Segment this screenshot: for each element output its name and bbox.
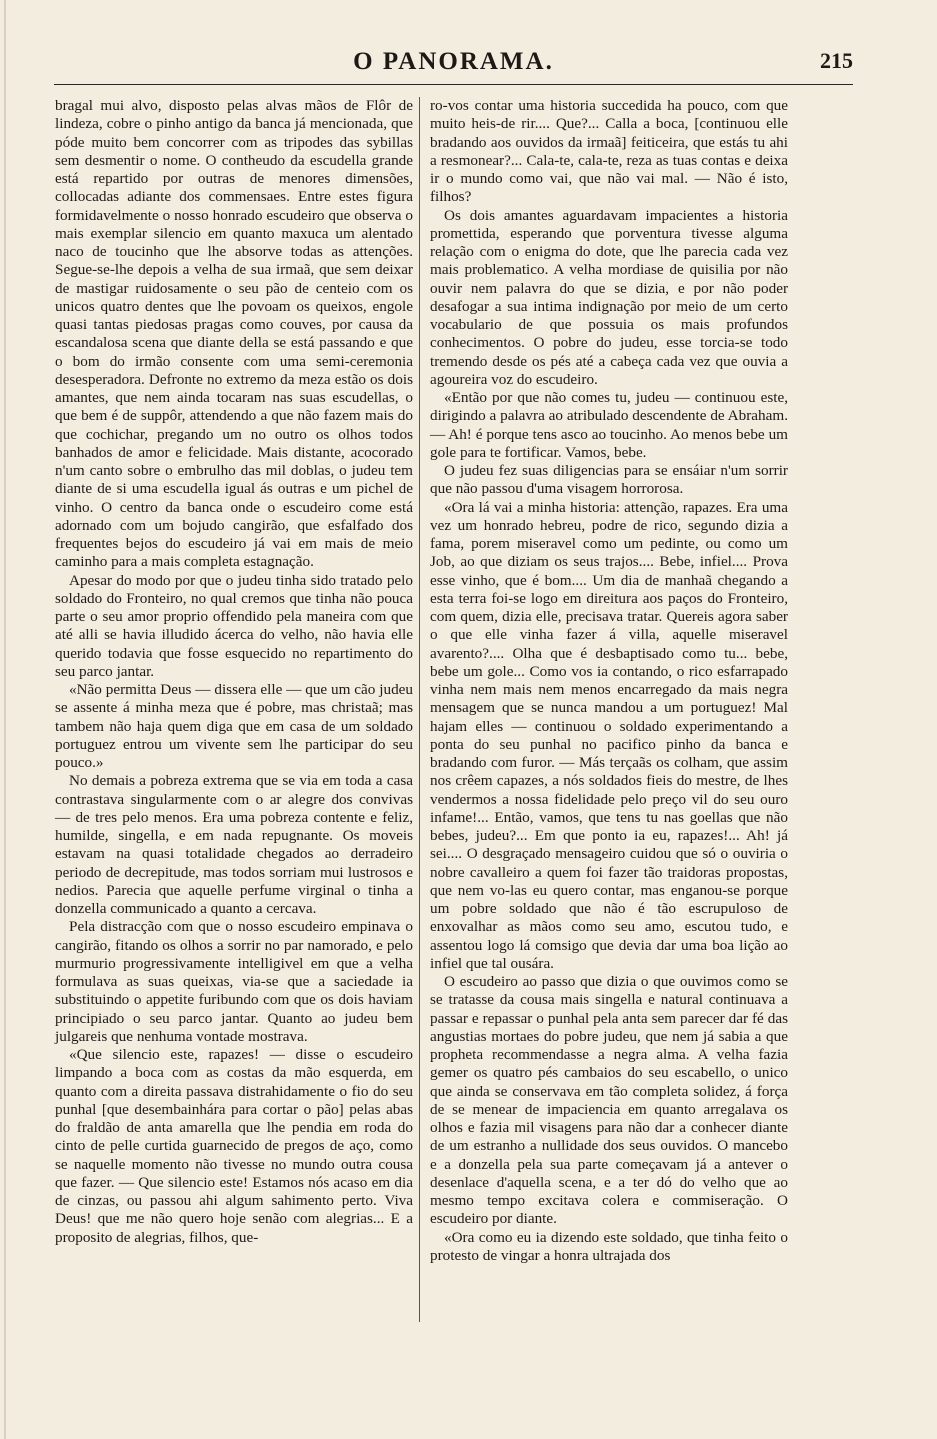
paragraph: «Ora lá vai a minha historia: attenção, rapazes. Era uma vez um honrado hebreu, podre de rico, segundo dizia a fama, porem miseravel como um pedinte, ou como um Job, ao que diziam os seus trajos.... Bebe, infiel.... Prova esse vinho, que é bom.... Um dia de manhaã chegando a esta terra foi-se logo em direitura aos paços do Fronteiro, com quem, dizia elle, precisava tratar. Quereis agora saber o que elle vinha fazer á villa, aquelle miseravel avarento?.... Olha que é desbaptisado como tu... bebe, bebe um gole... Como vos ia contando, o rico esfarrapado vinha nem mais nem menos encarregado da mais negra mensagem que se nunca mandou a um portuguez! Mal hajam elles — continuou o soldado experimentando a ponta do seu punhal no pacifico pinho da banca e bradando com furor. — Más terçaãs os colham, que assim nos crêem capazes, a nós soldados fieis do mestre, de lhes vendermos a nossa fidelidade pelo preço vil do seu ouro infame!... Então, vamos, que tens tu nas goellas que não bebes, judeu?... Em que ponto ia eu, rapazes!... Ah! já sei.... O desgraçado mensageiro cuidou que só o ouviria o nobre cavalleiro a quem foi fazer tão traidoras propostas, que nem vo-las eu quero contar, mas enganou-se porque um pobre soldado que não é tão escrupuloso de enxovalhar as mãos como seu amo, escutou tudo, e assentou logo lá comsigo que devia dar uma boa lição ao infiel que tal ousára. [430,498,788,972]
paragraph: bragal mui alvo, disposto pelas alvas mãos de Flôr de lindeza, cobre o pinho antigo da banca já mencionada, que póde muito bem concorrer com as tripodes das sybillas sem desmentir o nome. O contheudo da escudella grande está repartido por outras de menores dimensões, collocadas adiante dos commensaes. Entre estes figura formidavelmente o nosso honrado escudeiro que observa o mais exemplar silencio em quanto maxuca um alentado naco de toucinho que lhe absorve todas as attenções. Segue-se-lhe depois a velha de sua irmaã, que sem deixar de mastigar ruidosamente o seu pão de centeio com os unicos quatro dentes que lhe povoam os queixos, engole quasi tantas piedosas pragas como couves, por causa da escandalosa scena que diante della se está passando e que o bom do irmão consente com uma semi-ceremonia desesperadora. Defronte no extremo da meza estão os dois amantes, que nem ainda tocaram nas suas escudellas, o que bem é de suppôr, attendendo a que não fazem mais do que cochichar, pregando um no outro os olhos todos banhados de amor e felicidade. Mais distante, acocorado n'um canto sobre o embrulho das mil doblas, o judeu tem diante de si uma escudella igual ás outras e um pichel de vinho. O centro da banca onde o escudeiro come está adornado com um bojudo cangirão, que esfalfado dos frequentes bejos do escudeiro já vai em mais de meio caminho para a mais completa estagnação. [55,97,413,571]
column-divider [419,97,420,1322]
paragraph: Pela distracção com que o nosso escudeiro empinava o cangirão, fitando os olhos a sorrir no par namorado, e pelo murmurio progressivamente intelligivel em que a velha formulava as suas queixas, via-se que a saciedade ia substituindo o appetite furibundo com que os dois haviam principiado o seu parco jantar. Quanto ao judeu bem julgareis que nenhuma vontade mostrava. [55,918,413,1045]
paragraph: ro-vos contar uma historia succedida ha pouco, com que muito heis-de rir.... Que?... Calla a boca, [continuou elle bradando aos ouvidos da irmaã] feiticeira, que estás tu ahi a resmonear?... Cala-te, cala-te, reza as tuas contas e deixa ir o mundo como vai, que não vai mal. — Não é isto, filhos? [430,97,788,206]
paragraph: O judeu fez suas diligencias para se ensáiar n'um sorrir que não passou d'uma visagem horrorosa. [430,462,788,498]
journal-title: O PANORAMA. [353,48,554,75]
header-rule [54,84,853,85]
paragraph: «Não permitta Deus — dissera elle — que um cão judeu se assente á minha meza que é pobre, mas christaã; mas tambem não haja quem diga que em casa de um soldado portuguez entrou um vivente sem lhe participar do seu pouco.» [55,681,413,771]
paragraph: Os dois amantes aguardavam impacientes a historia promettida, esperando que porventura tivesse alguma relação com o enigma do dote, que lhe parecia cada vez mais problematico. A velha mordiase de quisilia por não ouvir nem palavra do que se dizia, e por não poder desafogar a sua intima indignação por meio de um certo vocabulario de que possuia os mais profundos conhecimentos. O pobre do judeu, esse torcia-se todo tremendo desde os pés até a cabeça cada vez que ouvia a agoureira voz do escudeiro. [430,206,788,388]
paragraph: No demais a pobreza extrema que se via em toda a casa contrastava singularmente com o ar alegre dos convivas — de tres pelo menos. Era uma pobreza contente e feliz, humilde, singella, e em nada repugnante. Os moveis estavam na quasi totalidade chegados ao derradeiro periodo de decrepitude, mas todos sorriam mui lustrosos e nedios. Parecia que aquelle perfume virginal o tinha a donzella communicado a quanto a cercava. [55,772,413,917]
right-column [430,97,788,1265]
paragraph: «Que silencio este, rapazes! — disse o escudeiro limpando a boca com as costas da mão esquerda, em quanto com a direita passava distrahidamente o fio do seu punhal [que desembainhára para cortar o pão] pelas abas do fraldão de anta amarella que lhe pendia em roda do cinto de pelle curtida guarnecido de pregos de aço, como se naquelle momento não tivesse no mundo outra cousa que fazer. — Que silencio este! Estamos nós acaso em dia de cinzas, ou passou ahi algum sahimento perto. Viva Deus! que me não quero hoje senão com alegrias... E a proposito de alegrias, filhos, que- [55,1046,413,1246]
paragraph: «Então por que não comes tu, judeu — continuou este, dirigindo a palavra ao atribulado descendente de Abraham. — Ah! é porque tens asco ao toucinho. Ao menos bebe um gole para te fortificar. Vamos, bebe. [430,389,788,461]
page-number: 215 [820,48,853,73]
left-column [55,97,413,1247]
paragraph: Apesar do modo por que o judeu tinha sido tratado pelo soldado do Fronteiro, no qual cremos que tinha não pouca parte o seu amor proprio offendido pela maneira com que até alli se havia illudido ácerca do velho, não havia elle querido todavia que fosse esquecido no repartimento do seu parco jantar. [55,571,413,680]
paragraph: «Ora como eu ia dizendo este soldado, que tinha feito o protesto de vingar a honra ultrajada dos [430,1228,788,1264]
paragraph: O escudeiro ao passo que dizia o que ouvimos como se se tratasse da cousa mais singella e natural continuava a passar e repassar o punhal pela anta sem parecer dar fé das angustias mortaes do pobre judeu, que nem já sabia a que propheta recommendasse a negra alma. A velha fazia gemer os quatro pés cambaios do seu escabello, o unico que ainda se conservava em tão completa solidez, á força de se menear de impaciencia em quanto arregalava os olhos e fazia mil visagens para não dar a conhecer diante de um estranho a nullidade dos seus ouvidos. O mancebo e a donzella pela sua parte começavam já a antever o desenlace d'aquella scena, e a ter dó do velho que ao mesmo tempo excitava colera e commiseração. O escudeiro por diante. [430,973,788,1228]
page-edge-shadow [4,0,6,1439]
page-header [54,46,853,86]
